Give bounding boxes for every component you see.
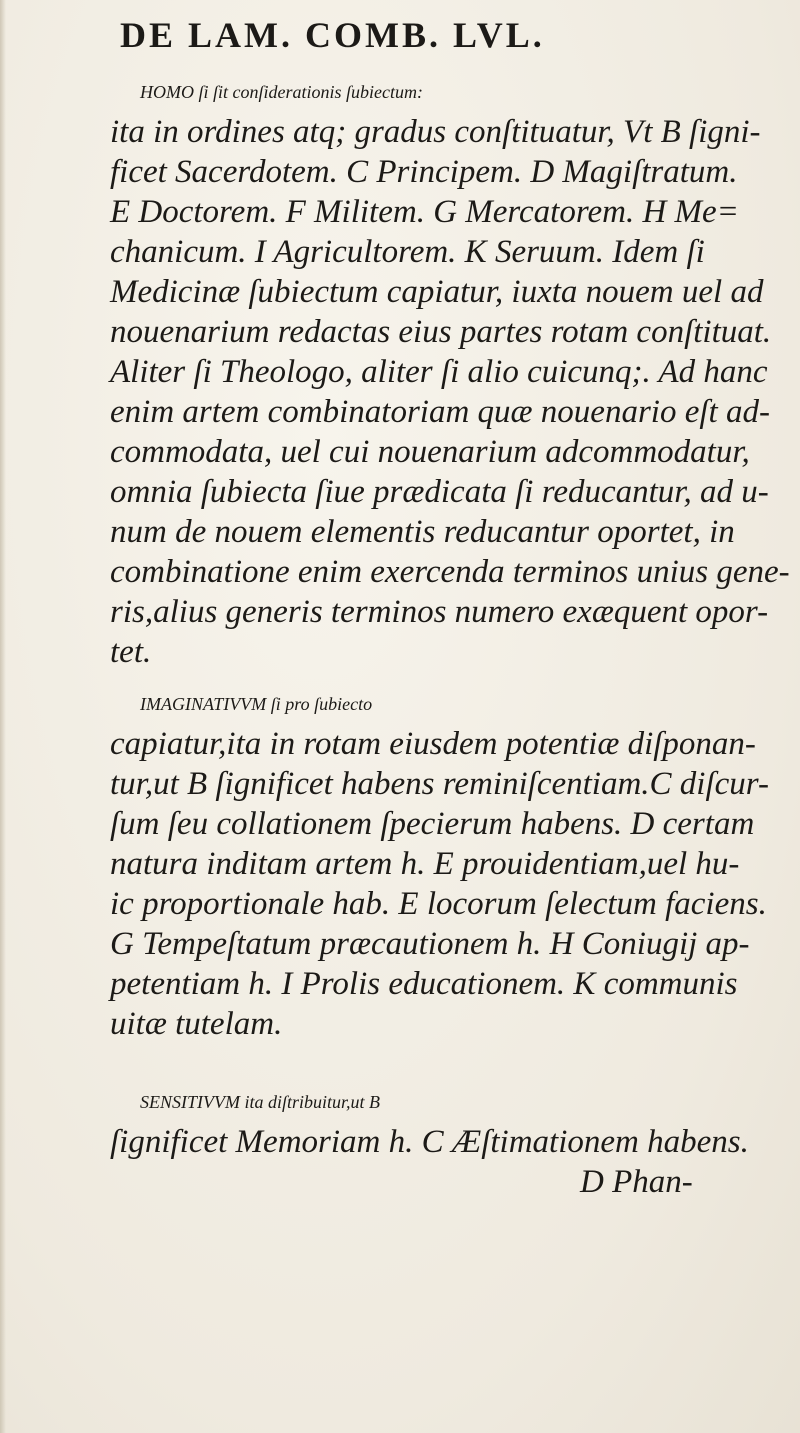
text-line: SENSITIVVM ita diſtribuitur,ut B [140, 1092, 381, 1112]
text-line: ris,alius generis terminos numero exæquent opor- [110, 594, 769, 630]
text-line: Medicinæ ſubiectum capiatur, iuxta nouem uel ad [110, 274, 764, 310]
text-line: IMAGINATIVVM ſi pro ſubiecto [140, 694, 373, 714]
text-line: E Doctorem. F Militem. G Mercatorem. H Me= [110, 194, 739, 230]
text-line: ſum ſeu collationem ſpecierum habens. D certam [110, 806, 755, 842]
text-line: ita in ordines atq; gradus conſtituatur, Vt B ſigni- [110, 114, 761, 150]
running-header: DE LAM. COMB. LVL. [120, 15, 545, 55]
text-line: num de nouem elementis reducantur oportet, in [110, 514, 735, 550]
text-line: enim artem combinatoriam quæ nouenario eſt ad- [110, 394, 770, 430]
catchword: D Phan- [580, 1164, 693, 1200]
text-line: tet. [110, 634, 152, 670]
text-line: chanicum. I Agricultorem. K Seruum. Idem ſi [110, 234, 705, 270]
text-line: petentiam h. I Prolis educationem. K communis [110, 966, 738, 1002]
text-line: ſignificet Memoriam h. C Æſtimationem habens. [110, 1124, 749, 1160]
page-edge [0, 0, 6, 1433]
text-line: ficet Sacerdotem. C Principem. D Magiſtratum. [110, 154, 738, 190]
text-line: capiatur,ita in rotam eiusdem potentiæ diſponan- [110, 726, 756, 762]
text-line: HOMO ſi ſit conſiderationis ſubiectum: [140, 82, 423, 102]
text-line: uitæ tutelam. [110, 1006, 283, 1042]
text-line: ic proportionale hab. E locorum ſelectum faciens. [110, 886, 767, 922]
text-line: combinatione enim exercenda terminos unius gene- [110, 554, 790, 590]
text-line: G Tempeſtatum præcautionem h. H Coniugij ap- [110, 926, 750, 962]
text-line: nouenarium redactas eius partes rotam conſtituat. [110, 314, 772, 350]
text-line: natura inditam artem h. E prouidentiam,uel hu- [110, 846, 740, 882]
text-line: Aliter ſi Theologo, aliter ſi alio cuicunq;. Ad hanc [110, 354, 768, 390]
text-line: commodata, uel cui nouenarium adcommodatur, [110, 434, 750, 470]
text-line: omnia ſubiecta ſiue prædicata ſi reducantur, ad u- [110, 474, 769, 510]
text-line: tur,ut B ſignificet habens reminiſcentiam.C diſcur- [110, 766, 769, 802]
